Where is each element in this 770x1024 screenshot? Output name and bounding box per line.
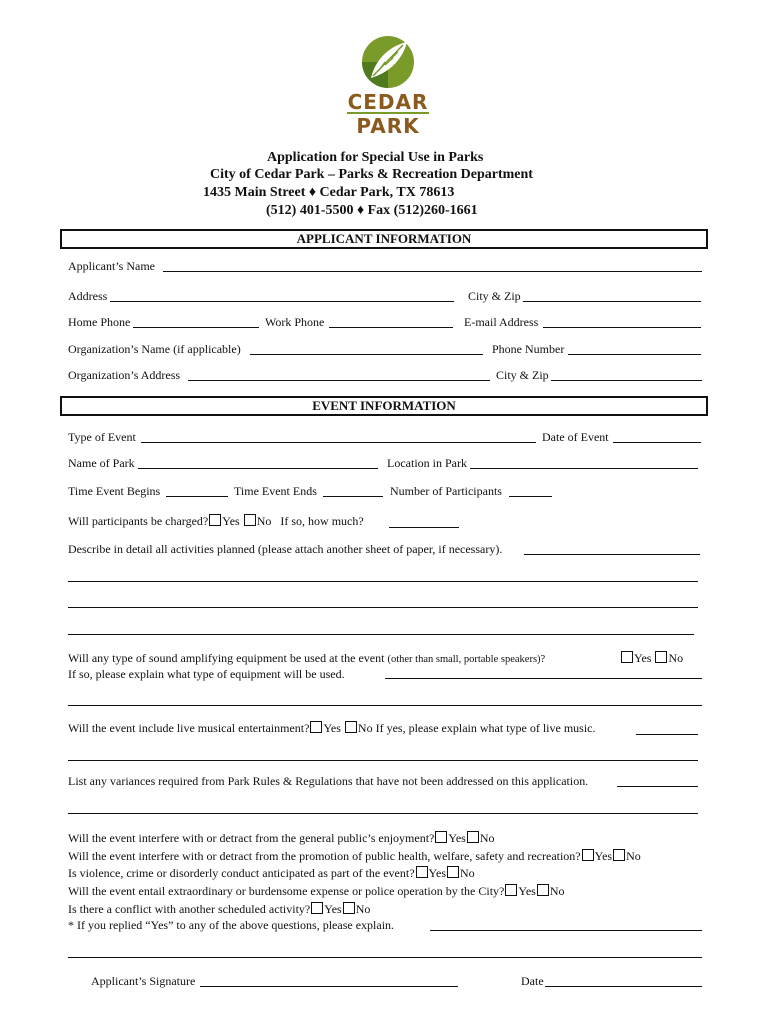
describe-field-3[interactable]	[68, 607, 698, 608]
applicant-name-field[interactable]	[163, 271, 702, 272]
sound-note: (other than small, portable speakers)?	[387, 654, 546, 665]
org-name-field[interactable]	[250, 354, 483, 355]
how-much-label: If so, how much?	[280, 514, 364, 528]
music-yes-checkbox[interactable]	[310, 721, 322, 733]
variances-label: List any variances required from Park Rules & Regulations that have not been addressed on this application.	[68, 774, 589, 788]
question-label: Will the event interfere with or detract from the general public’s enjoyment?	[68, 831, 435, 845]
phone-number-field[interactable]	[568, 354, 701, 355]
question-label: Is there a conflict with another scheduled activity?	[68, 902, 311, 916]
no-label: No	[626, 849, 641, 863]
music-no-checkbox[interactable]	[345, 721, 357, 733]
applicant-info-heading: APPLICANT INFORMATION	[60, 229, 708, 249]
music-question	[68, 721, 596, 736]
time-ends-field[interactable]	[323, 496, 383, 497]
no-label: No	[256, 514, 272, 528]
charged-label: Will participants be charged?	[68, 514, 209, 528]
sound-no-checkbox[interactable]	[655, 651, 667, 663]
no-label: No	[357, 721, 373, 735]
sound-question	[68, 651, 545, 666]
address-label: Address	[68, 289, 108, 303]
describe-field-2[interactable]	[68, 581, 698, 582]
org-address-field[interactable]	[188, 380, 490, 381]
yes-label: Yes	[324, 902, 342, 916]
no-label: No	[460, 866, 475, 880]
conflict-no-checkbox[interactable]	[343, 902, 355, 914]
explain-note: * If you replied “Yes” to any of the above questions, please explain.	[68, 918, 395, 932]
music-label: Will the event include live musical entertainment?	[68, 721, 310, 735]
event-type-field[interactable]	[141, 442, 536, 443]
park-location-field[interactable]	[470, 468, 698, 469]
yes-label: Yes	[448, 831, 466, 845]
time-begins-field[interactable]	[166, 496, 228, 497]
park-name-label: Name of Park	[68, 456, 135, 470]
enjoyment-yes-checkbox[interactable]	[435, 831, 447, 843]
variances-field-1[interactable]	[617, 786, 698, 787]
sound-options	[620, 651, 683, 666]
violence-yes-checkbox[interactable]	[416, 866, 428, 878]
question-conflict	[68, 902, 370, 917]
describe-label: Describe in detail all activities planned (please attach another sheet of paper, if necessary).	[68, 542, 503, 556]
signature-label: Applicant’s Signature	[91, 974, 196, 988]
no-label: No	[355, 902, 371, 916]
yes-label: Yes	[428, 866, 446, 880]
event-date-label: Date of Event	[542, 430, 609, 444]
how-much-field[interactable]	[389, 527, 459, 528]
charged-no-checkbox[interactable]	[244, 514, 256, 526]
address-field[interactable]	[110, 301, 454, 302]
charged-question	[68, 514, 364, 529]
health-no-checkbox[interactable]	[613, 849, 625, 861]
cedar-park-logo	[345, 32, 431, 140]
health-yes-checkbox[interactable]	[582, 849, 594, 861]
event-type-label: Type of Event	[68, 430, 136, 444]
home-phone-label: Home Phone	[68, 315, 131, 329]
question-expense	[68, 884, 565, 899]
explain-field-1[interactable]	[430, 930, 702, 931]
work-phone-field[interactable]	[329, 327, 453, 328]
question-enjoyment	[68, 831, 495, 846]
logo-text-park: PARK	[356, 114, 420, 138]
explain-field-2[interactable]	[68, 957, 702, 958]
participants-field[interactable]	[509, 496, 552, 497]
question-label: Will the event interfere with or detract from the promotion of public health, welfare, safety and recreation?	[68, 849, 581, 863]
department-address: 1435 Main Street ♦ Cedar Park, TX 78613	[203, 185, 455, 200]
violence-no-checkbox[interactable]	[447, 866, 459, 878]
sound-explain-field-1[interactable]	[385, 678, 702, 679]
no-label: No	[479, 831, 495, 845]
signature-date-field[interactable]	[545, 986, 702, 987]
city-zip-field[interactable]	[523, 301, 701, 302]
enjoyment-no-checkbox[interactable]	[467, 831, 479, 843]
yes-label: Yes	[518, 884, 536, 898]
charged-yes-checkbox[interactable]	[209, 514, 221, 526]
question-label: Is violence, crime or disorderly conduct anticipated as part of the event?	[68, 866, 415, 880]
expense-yes-checkbox[interactable]	[505, 884, 517, 896]
question-violence	[68, 866, 475, 881]
department-name: City of Cedar Park – Parks & Recreation Department	[210, 167, 533, 182]
signature-date-label: Date	[521, 974, 544, 988]
yes-label: Yes	[634, 651, 652, 665]
expense-no-checkbox[interactable]	[537, 884, 549, 896]
signature-field[interactable]	[200, 986, 458, 987]
time-ends-label: Time Event Ends	[234, 484, 317, 498]
describe-field-1[interactable]	[524, 554, 700, 555]
email-field[interactable]	[543, 327, 701, 328]
sound-explain-label: If so, please explain what type of equipment will be used.	[68, 667, 345, 681]
conflict-yes-checkbox[interactable]	[311, 902, 323, 914]
logo-divider	[347, 112, 429, 114]
sound-yes-checkbox[interactable]	[621, 651, 633, 663]
org-city-zip-field[interactable]	[551, 380, 702, 381]
question-health	[68, 849, 641, 864]
yes-label: Yes	[594, 849, 613, 863]
time-begins-label: Time Event Begins	[68, 484, 161, 498]
yes-label: Yes	[323, 721, 341, 735]
sound-explain-field-2[interactable]	[68, 705, 702, 706]
work-phone-label: Work Phone	[265, 315, 325, 329]
home-phone-field[interactable]	[133, 327, 259, 328]
no-label: No	[549, 884, 565, 898]
event-info-heading: EVENT INFORMATION	[60, 396, 708, 416]
form-title: Application for Special Use in Parks	[267, 150, 484, 165]
music-explain-field-1[interactable]	[636, 734, 698, 735]
org-name-label: Organization’s Name (if applicable)	[68, 342, 241, 356]
org-address-label: Organization’s Address	[68, 368, 181, 382]
department-phone: (512) 401-5500 ♦ Fax (512)260-1661	[266, 203, 478, 218]
yes-label: Yes	[222, 514, 240, 528]
music-explain-label: If yes, please explain what type of live music.	[375, 721, 596, 735]
no-label: No	[668, 651, 684, 665]
question-label: Will the event entail extraordinary or burdensome expense or police operation by the City?	[68, 884, 505, 898]
participants-label: Number of Participants	[390, 484, 502, 498]
phone-number-label: Phone Number	[492, 342, 565, 356]
city-zip-label: City & Zip	[468, 289, 521, 303]
variances-field-2[interactable]	[68, 813, 698, 814]
park-name-field[interactable]	[138, 468, 378, 469]
email-label: E-mail Address	[464, 315, 539, 329]
park-location-label: Location in Park	[387, 456, 467, 470]
music-explain-field-2[interactable]	[68, 760, 698, 761]
logo-text-cedar: CEDAR	[347, 90, 429, 114]
describe-field-4[interactable]	[68, 634, 694, 635]
event-date-field[interactable]	[613, 442, 701, 443]
sound-label: Will any type of sound amplifying equipment be used at the event	[68, 651, 385, 665]
org-city-zip-label: City & Zip	[496, 368, 549, 382]
applicant-name-label: Applicant’s Name	[68, 259, 155, 273]
